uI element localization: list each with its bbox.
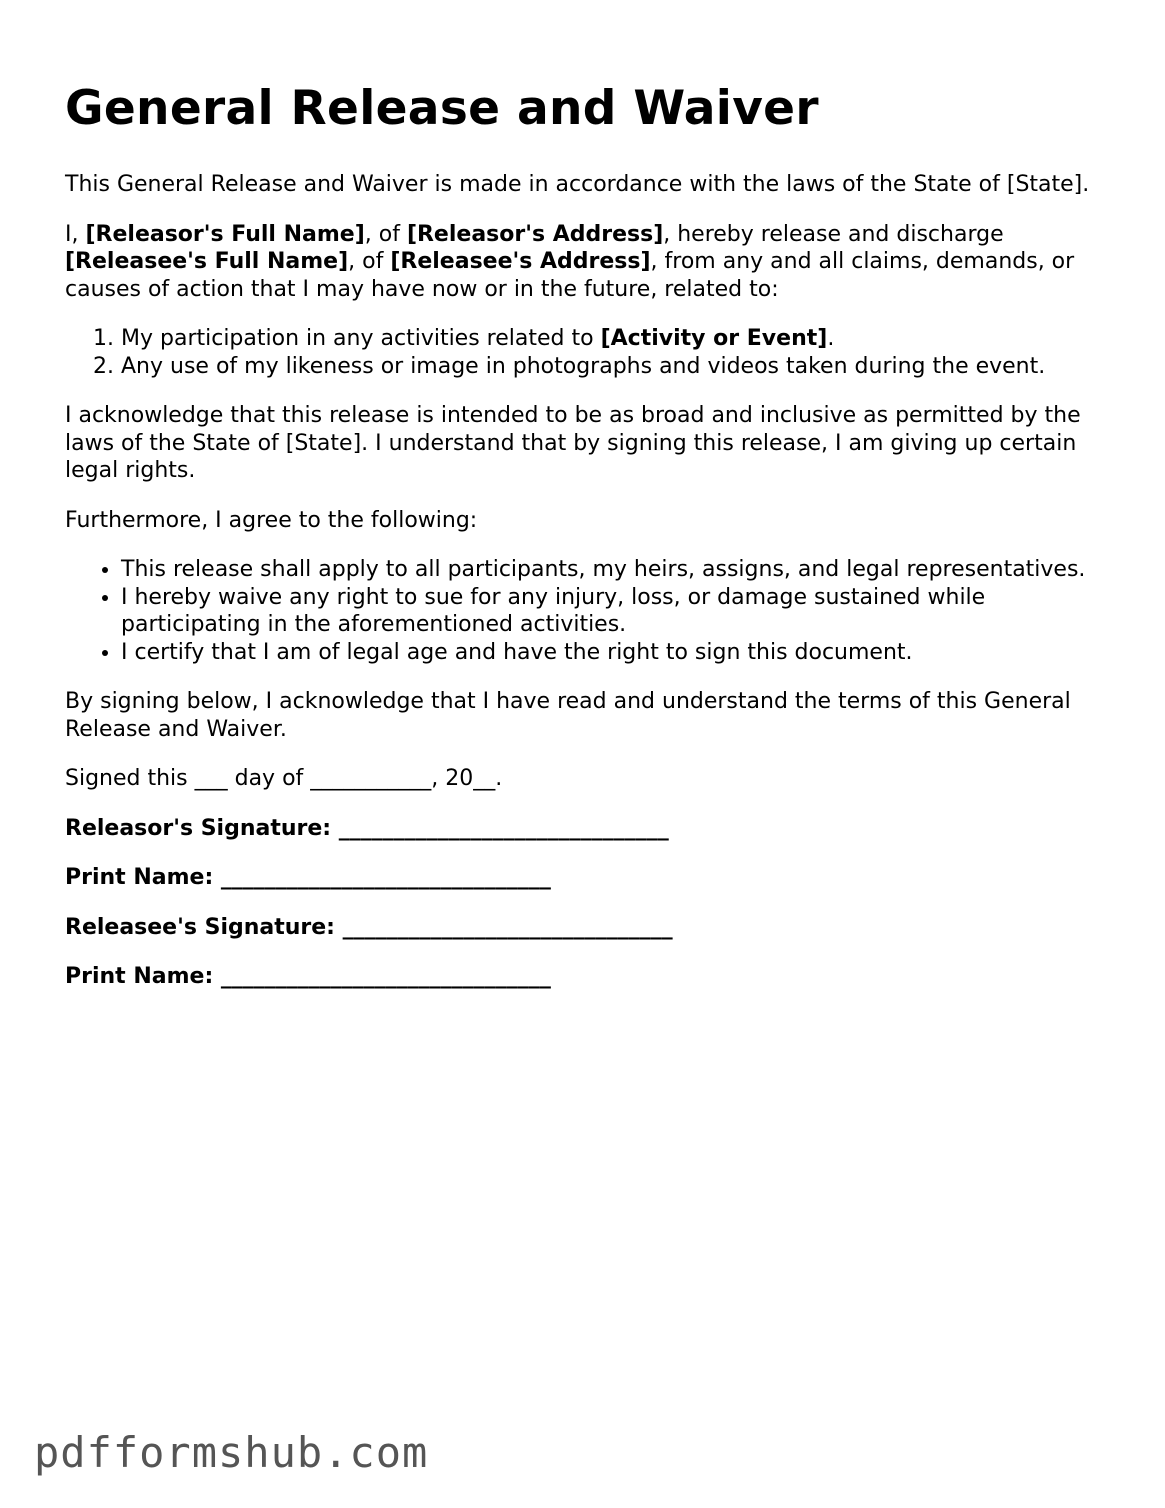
- document-title: General Release and Waiver: [65, 81, 819, 136]
- releasee-print-name-line: Print Name: ______________________________: [65, 964, 551, 989]
- releasee-name-placeholder: [Releasee's Full Name]: [65, 249, 349, 274]
- releasor-signature-line: Releasor's Signature: ______________________________: [65, 815, 669, 841]
- releasee-address-placeholder: [Releasee's Address]: [390, 249, 651, 274]
- numbered-list: [65, 325, 1095, 380]
- releasee-signature-line: Releasee's Signature: ______________________________: [65, 914, 673, 940]
- releasor-address-placeholder: [Releasor's Address]: [406, 221, 664, 247]
- watermark: pdfformshub.com: [34, 1428, 429, 1477]
- item1-text: My participation in any activities related to: [121, 326, 601, 351]
- signed-date-line: Signed this ___ day of ___________, 20__.: [65, 766, 503, 791]
- document-page: [65, 78, 1095, 1013]
- release-text-4: , of: [348, 249, 391, 274]
- list-item: • I certify that I am of legal age and have the right to sign this document.: [121, 639, 1095, 667]
- item1-end: .: [827, 326, 835, 351]
- release-text-5: , from any and all claims, demands, or causes of action that I may have now or in the future, related to:: [65, 249, 1075, 302]
- list-item: [121, 325, 1095, 353]
- release-paragraph: [65, 221, 1095, 304]
- list-item: • I hereby waive any right to sue for any injury, loss, or damage sustained while participating in the aforementioned activities.: [121, 584, 1095, 639]
- activity-placeholder: [Activity or Event]: [600, 326, 828, 351]
- list-item: 2. Any use of my likeness or image in photographs and videos taken during the event.: [121, 353, 1095, 381]
- release-text-2: , of: [364, 221, 407, 247]
- intro-paragraph: This General Release and Waiver is made in accordance with the laws of the State of [State].: [65, 172, 1090, 197]
- releasor-name-placeholder: [Releasor's Full Name]: [85, 221, 365, 247]
- bullet-list: [65, 556, 1095, 666]
- release-text-3: , hereby release and discharge: [663, 221, 1004, 247]
- list-item: • This release shall apply to all participants, my heirs, assigns, and legal representatives.: [121, 556, 1095, 584]
- furthermore-paragraph: Furthermore, I agree to the following:: [65, 507, 478, 533]
- releasor-print-name-line: Print Name: ______________________________: [65, 865, 551, 890]
- acknowledge-paragraph: I acknowledge that this release is intended to be as broad and inclusive as permitted by the laws of the State of [State]. I understand that by signing this release, I am giving up certain legal rights.: [65, 403, 1081, 483]
- release-text-1: I,: [65, 221, 86, 247]
- by-signing-paragraph: By signing below, I acknowledge that I have read and understand the terms of this General Release and Waiver.: [65, 689, 1071, 742]
